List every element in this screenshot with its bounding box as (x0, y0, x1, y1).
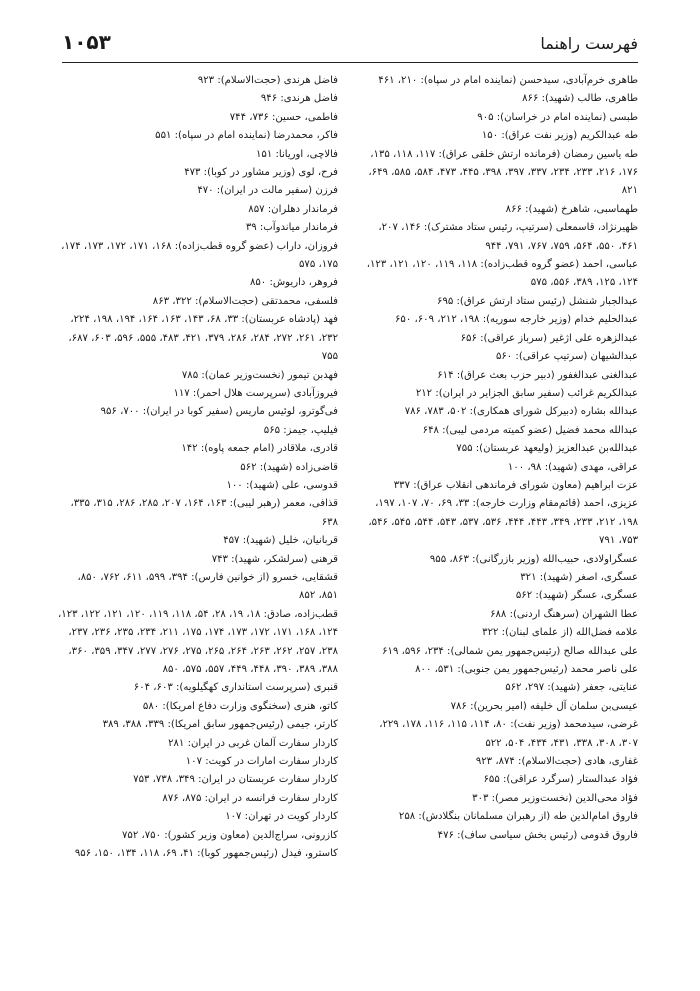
index-entry: قشقایی، خسرو (از خوانین فارس): ۳۹۴، ۵۹۹، ۶۱۱، ۷۶۲، ۸۵۰، ۸۵۱، ۸۵۲ (77, 571, 338, 602)
index-entry: فروزان، داراب (عضو گروه قطب‌زاده): ۱۶۸، ۱۷۱، ۱۷۲، ۱۷۳، ۱۷۴، ۱۷۵، ۵۷۵ (61, 240, 338, 271)
index-entry: قادری، ملاقادر (امام جمعه پاوه): ۱۴۲ (181, 443, 338, 455)
index-entry: فرماندار میاندوآب: ۳۹ (245, 222, 338, 234)
index-entry: فهدبن تیمور (نخست‌وزیر عمان): ۷۸۵ (181, 369, 338, 381)
index-entry: عسگراولادی، حبیب‌الله (وزیر بازرگانی): ۸۶۳، ۹۵۵ (429, 553, 638, 565)
index-entry: قدوسی، علی (شهید): ۱۰۰ (226, 479, 338, 491)
index-entry: فالاچی، اوریانا: ۱۵۱ (256, 148, 338, 160)
index-entry: کاتو، هنری (سخنگوی وزارت دفاع امریکا): ۵۸۰ (142, 700, 338, 712)
index-entry: عبدالکریم غرائب (سفیر سابق الجزایر در ایران): ۲۱۲ (415, 387, 638, 399)
index-entry: عسگری، اصغر (شهید): ۳۲۱ (520, 571, 638, 583)
index-entry: عزت ابراهیم (معاون شورای فرماندهی انقلاب عراق): ۳۳۷ (393, 479, 638, 491)
index-entry: طه یاسین رمضان (فرمانده ارتش خلقی عراق): ۱۱۷، ۱۱۸، ۱۳۵، ۱۷۶، ۲۱۶، ۲۳۳، ۲۳۴، ۳۳۷، ۳۹۷، ۳۹۸، ۴۴۵، ۴۷۳، ۵۸۴، ۵۸۵، ۶۴۹، ۸۲۱ (368, 148, 638, 197)
index-entry: کاردار سفارت آلمان غربی در ایران: ۲۸۱ (168, 737, 338, 749)
page-number: ۱۰۵۳ (62, 30, 111, 54)
index-entry: فاروق قدومی (رئیس بخش سیاسی ساف): ۴۷۶ (437, 829, 638, 841)
index-entry: فاکر، محمدرضا (نماینده امام در سپاه): ۵۵۱ (155, 130, 338, 142)
index-entry: عبدالحلیم خدام (وزیر خارجه سوریه): ۱۹۸، ۲۱۲، ۶۰۹، ۶۵۰ (395, 314, 638, 326)
index-entry: طبسی (نماینده امام در خراسان): ۹۰۵ (477, 111, 638, 123)
running-title: فهرست راهنما (540, 34, 638, 53)
index-entry: عنایتی، جعفر (شهید): ۲۹۷، ۵۶۲ (505, 682, 638, 694)
index-entry: قرهنی (سرلشکر، شهید): ۷۴۳ (211, 553, 338, 565)
index-entry: عبدالله محمد فضیل (عضو کمیته مردمی لیبی): ۶۴۸ (422, 424, 638, 436)
index-entry: فی‌گوترو، لوئیس ماریس (سفیر کوبا در ایران): ۷۰۰، ۹۵۶ (100, 406, 338, 418)
index-entry: فرح، لوی (وزیر مشاور در کوبا): ۴۷۳ (184, 167, 338, 179)
index-entry: فروهر، داریوش: ۸۵۰ (249, 277, 338, 289)
index-entry: عزیزی، احمد (قائم‌مقام وزارت خارجه): ۳۳، ۶۹، ۷۰، ۱۰۷، ۱۹۷، ۱۹۸، ۲۱۲، ۲۳۳، ۳۴۹، ۴۴۳، ۴۴۴، ۵۳۶، ۵۳۷، ۵۴۳، ۵۴۴، ۵۴۵، ۵۴۶، ۷۵۳، ۷۹۱ (368, 498, 638, 547)
index-entry: عبدالغنی عبدالغفور (دبیر حزب بعث عراق): ۶۱۴ (437, 369, 638, 381)
index-entry: عسگری، عسگر (شهید): ۵۶۲ (515, 590, 638, 602)
index-entry: علی عبدالله صالح (رئیس‌جمهور یمن شمالی): ۲۳۴، ۵۹۶، ۶۱۹ (382, 645, 638, 657)
index-entry: کازرونی، سراج‌الدین (معاون وزیر کشور): ۷۵۰، ۷۵۲ (122, 829, 338, 841)
index-entry: عبدالشیهان (سرتیپ عراقی): ۵۶۰ (495, 351, 638, 363)
index-entry: قطب‌زاده، صادق: ۱۸، ۱۹، ۲۸، ۵۴، ۱۱۸، ۱۱۹، ۱۲۰، ۱۲۱، ۱۲۲، ۱۲۳، ۱۲۴، ۱۶۸، ۱۷۱، ۱۷۲، ۱۷۳، ۱۷۴، ۱۷۵، ۲۱۱، ۲۳۴، ۲۳۵، ۲۳۶، ۲۳۷، ۲۳۸، ۲۵۷، ۲۶۲، ۲۶۳، ۲۶۴، ۲۶۵، ۲۷۵، ۲۷۶، ۲۷۷، ۳۴۷، ۳۵۹، ۳۶۰، ۳۸۸، ۳۸۹، ۳۹۰، ۴۴۸، ۴۴۹، ۵۵۷، ۵۷۵، ۸۵۰ (58, 608, 338, 675)
index-entry: عباسی، احمد (عضو گروه قطب‌زاده): ۱۱۸، ۱۱۹، ۱۲۰، ۱۲۱، ۱۲۳، ۱۲۴، ۱۲۵، ۳۸۹، ۵۵۶، ۵۷۵ (366, 259, 638, 289)
index-entry: فؤاد عبدالستار (سرگرد عراقی): ۶۵۵ (483, 774, 638, 786)
page-header (62, 28, 638, 63)
index-entry: طهماسبی، شاهرخ (شهید): ۸۶۶ (505, 203, 638, 215)
index-entry: کارتر، جیمی (رئیس‌جمهور سابق امریکا): ۳۳۹، ۳۸۸، ۳۸۹ (102, 719, 338, 731)
index-entry: طه عبدالکریم (وزیر نفت عراق): ۱۵۰ (481, 130, 638, 142)
index-entry: علامه فضل‌الله (از علمای لبنان): ۳۲۲ (482, 627, 638, 639)
index-entry: کاسترو، فیدل (رئیس‌جمهور کوبا): ۴۱، ۶۹، ۱۱۸، ۱۳۴، ۱۵۰، ۹۵۶ (74, 848, 338, 860)
index-entry: فاضل هرندی (حجت‌الاسلام): ۹۲۳ (197, 75, 338, 86)
index-entry: عیسی‌بن سلمان آل خلیفه (امیر بحرین): ۷۸۶ (450, 700, 638, 712)
index-entry: عطا الشهران (سرهنگ اردنی): ۶۸۸ (490, 608, 638, 620)
index-entry: کاردار سفارت فرانسه در ایران: ۸۷۵، ۸۷۶ (162, 792, 338, 804)
index-entry: فاروق امام‌الدین طه (از رهبران مسلمانان بنگلادش): ۲۵۸ (398, 811, 638, 823)
index-entry: فیلیپ، جیمز: ۵۶۵ (263, 424, 338, 436)
index-entry: فؤاد محی‌الدین (نخست‌وزیر مصر): ۳۰۳ (472, 792, 638, 804)
index-entry: فرزن (سفیر مالت در ایران): ۴۷۰ (197, 185, 338, 197)
index-entry: عبدالزهره علی اژغیر (سرباز عراقی): ۶۵۶ (460, 332, 638, 344)
index-entry: غرضی، سیدمحمد (وزیر نفت): ۸۰، ۱۱۴، ۱۱۵، ۱۱۶، ۱۷۸، ۲۲۹، ۳۰۷، ۳۰۸، ۳۳۸، ۴۳۱، ۴۳۴، ۵۰۴، ۵۲۲ (379, 719, 638, 749)
index-entry: غفاری، هادی (حجت‌الاسلام): ۸۷۴، ۹۲۳ (475, 756, 638, 768)
index-entry: علی ناصر محمد (رئیس‌جمهور یمن جنوبی): ۵۳۱، ۸۰۰ (415, 664, 638, 675)
index-entry: فاطمی، حسین: ۷۳۶، ۷۴۴ (229, 111, 338, 123)
index-entry: کاردار کویت در تهران: ۱۰۷ (225, 811, 338, 823)
index-entry: فرماندار دهلران: ۸۵۷ (248, 203, 338, 215)
index-entry: فهد (پادشاه عربستان): ۳۳، ۶۸، ۱۴۳، ۱۶۳، ۱۶۴، ۱۹۴، ۱۹۸، ۲۲۴، ۲۳۲، ۲۶۱، ۲۷۲، ۲۸۴، ۲۸۶، ۳۷۹، ۴۲۱، ۴۸۳، ۵۵۵، ۵۹۶، ۶۰۳، ۶۸۷، ۷۵۵ (68, 314, 338, 363)
index-entry: قذافی، معمر (رهبر لیبی): ۱۶۳، ۱۶۴، ۲۰۷، ۲۸۵، ۲۸۶، ۳۱۵، ۳۳۵، ۶۳۸ (70, 498, 338, 528)
index-entry: فیروزآبادی (سرپرست هلال احمر): ۱۱۷ (173, 387, 338, 399)
index-entry: فلسفی، محمدتقی (حجت‌الاسلام): ۳۲۲، ۸۶۳ (152, 295, 338, 307)
index-entry: عبدالله بشاره (دبیرکل شورای همکاری): ۵۰۲، ۷۸۳، ۷۸۶ (404, 406, 638, 418)
index-entry: عراقی، مهدی (شهید): ۹۸، ۱۰۰ (507, 461, 638, 473)
index-entry: کاردار سفارت امارات در کویت: ۱۰۷ (185, 756, 338, 768)
index-entry: قربانیان، خلیل (شهید): ۴۵۷ (223, 535, 338, 547)
index-column-left (58, 72, 338, 863)
index-entry: فاضل هرندی: ۹۴۶ (260, 93, 338, 105)
index-entry: قنبری (سرپرست استانداری کهگیلویه): ۶۰۳، ۶۰۴ (133, 682, 338, 694)
index-entry: کاردار سفارت عربستان در ایران: ۳۴۹، ۷۳۸، ۷۵۳ (133, 774, 338, 786)
index-entry: طاهری، طالب (شهید): ۸۶۶ (522, 93, 638, 105)
index-entry: عبدالله‌بن عبدالعزیز (ولیعهد عربستان): ۷۵۵ (456, 443, 638, 455)
index-column-right (358, 72, 638, 845)
index-entry: طاهری خرم‌آبادی، سیدحسن (نماینده امام در سپاه): ۲۱۰، ۴۶۱ (378, 75, 638, 86)
index-entry: عبدالجبار شنشل (رئیس ستاد ارتش عراق): ۶۹۵ (437, 295, 638, 307)
index-entry: قاضی‌زاده (شهید): ۵۶۲ (240, 461, 338, 473)
index-entry: ظهیرنژاد، قاسمعلی (سرتیپ، رئیس ستاد مشترک): ۱۴۶، ۲۰۷، ۴۶۱، ۵۵۰، ۵۶۴، ۷۵۹، ۷۶۷، ۷۹۱، ۹۴۴ (378, 222, 638, 252)
